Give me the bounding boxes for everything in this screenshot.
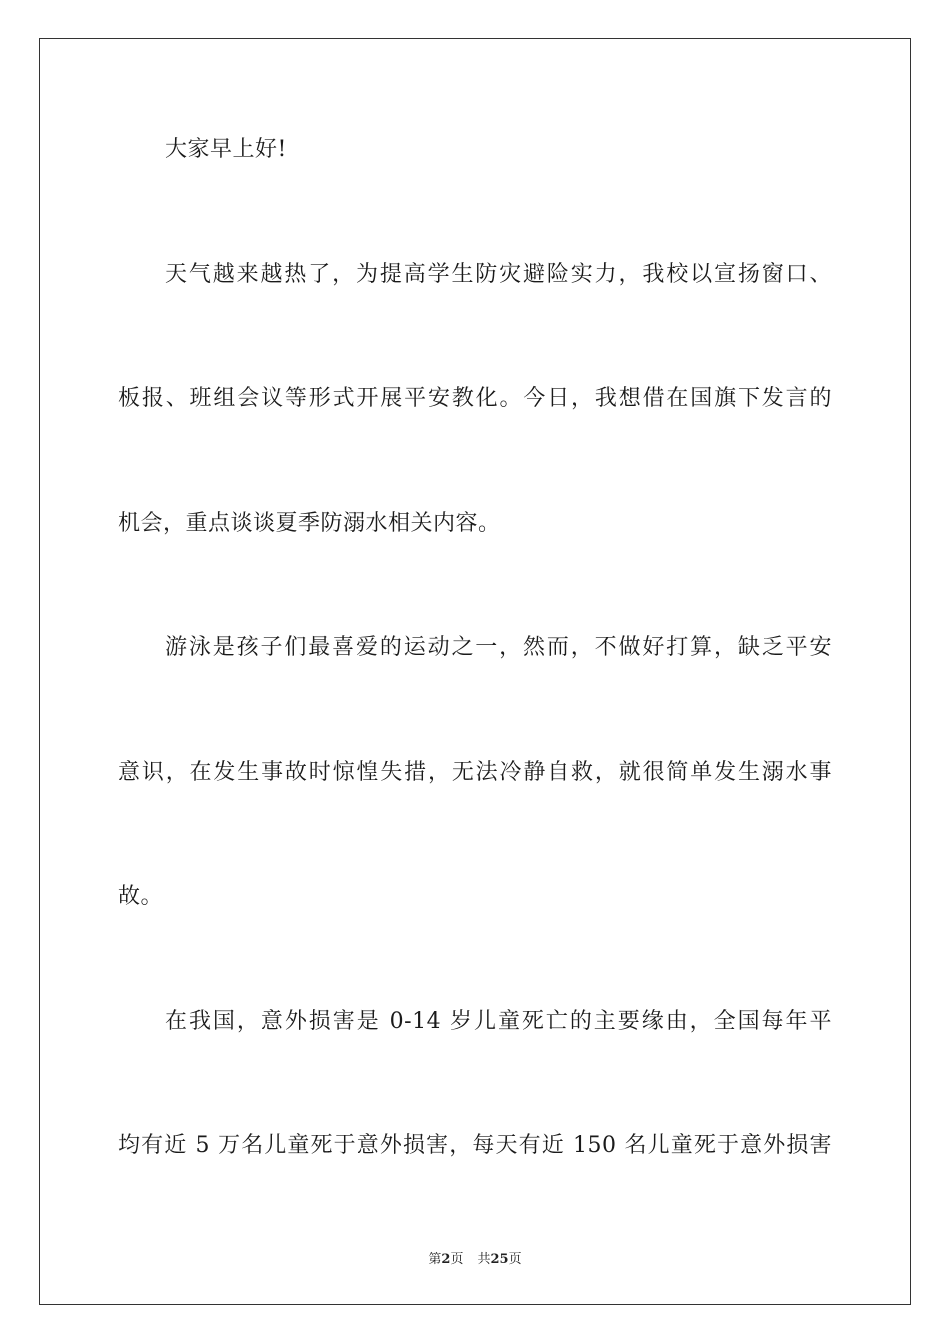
paragraph-line: 在我国，意外损害是 0-14 岁儿童死亡的主要缘由，全国每年平 [165,1009,832,1034]
page-number-suffix: 页 [450,1252,464,1267]
paragraph-line: 均有近 5 万名儿童死于意外损害，每天有近 150 名儿童死于意外损害 [118,1133,832,1158]
paragraph-line: 板报、班组会议等形式开展平安教化。今日，我想借在国旗下发言的 [118,386,832,411]
paragraph-line: 故。 [118,884,164,909]
paragraph-line: 大家早上好! [165,137,287,162]
total-pages-count: 25 [490,1252,509,1267]
paragraph-line: 游泳是孩子们最喜爱的运动之一，然而，不做好打算，缺乏平安 [165,635,832,660]
page-number-current: 2 [441,1252,451,1267]
paragraph-line: 机会，重点谈谈夏季防溺水相关内容。 [118,511,501,536]
paragraph-line: 天气越来越热了，为提高学生防灾避险实力，我校以宣扬窗口、 [165,262,832,287]
page-border [39,38,911,1305]
page-footer [0,1248,950,1267]
total-pages-prefix: 共 [477,1252,491,1267]
page-number-prefix: 第 [428,1252,442,1267]
total-pages-suffix: 页 [508,1252,522,1267]
paragraph-line: 意识，在发生事故时惊惶失措，无法冷静自救，就很简单发生溺水事 [118,760,832,785]
